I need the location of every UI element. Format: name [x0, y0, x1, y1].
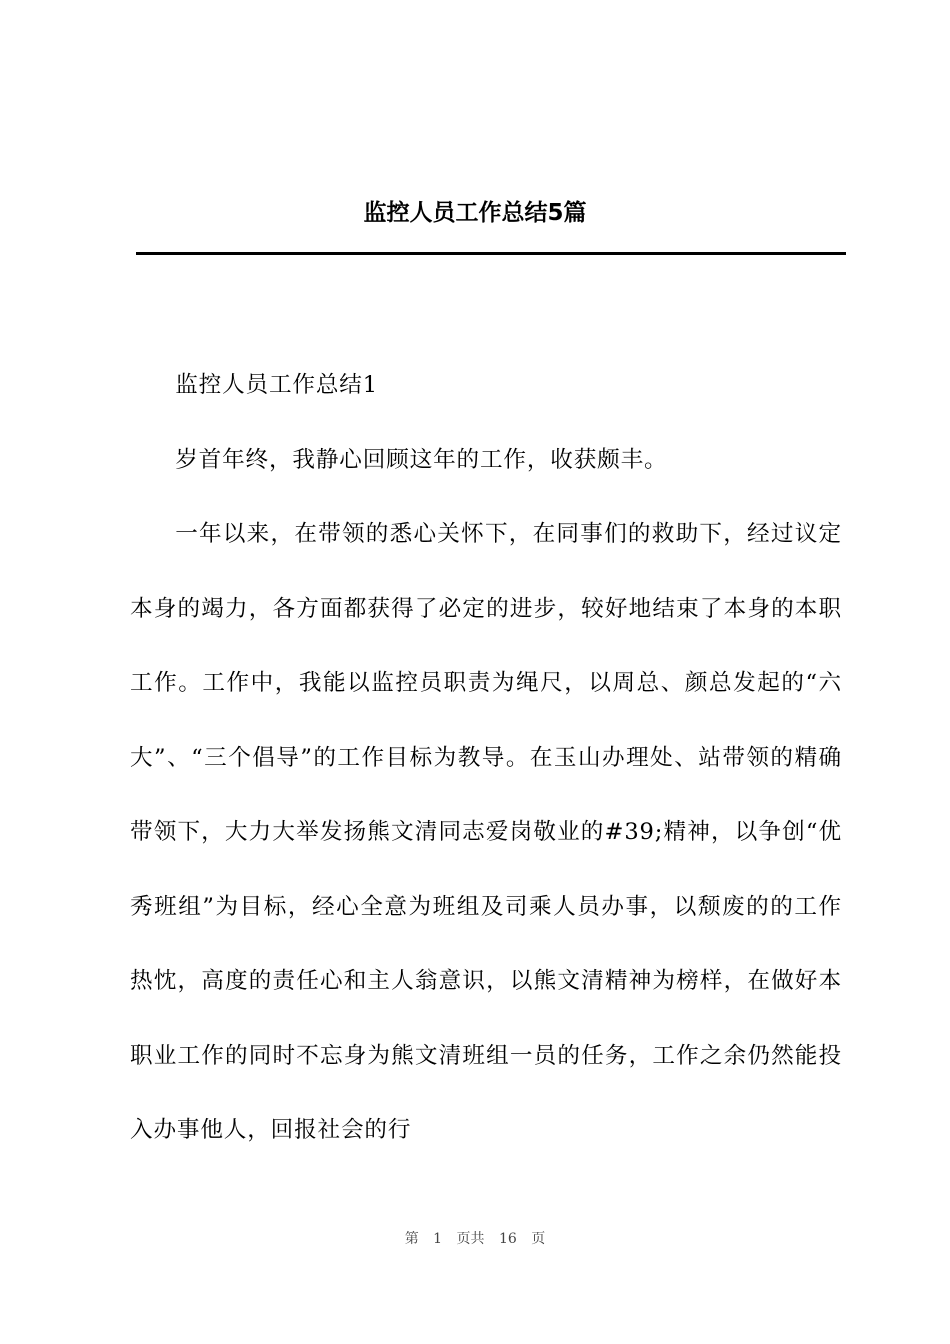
body-paragraph: 一年以来，在带领的悉心关怀下，在同事们的救助下，经过议定本身的竭力，各方面都获得了必定的进步，较好地结束了本身的本职工作。工作中，我能以监控员职责为绳尺，以周总、颜总发起的“六大”、“三个倡导”的工作目标为教导。在玉山办理处、站带领的精确带领下，大力大举发扬熊文清同志爱岗敬业的#39;精神，以争创“优秀班组”为目标，经心全意为班组及司乘人员办事，以颓废的的工作热忱，高度的责任心和主人翁意识，以熊文清精神为榜样，在做好本职业工作的同时不忘身为熊文清班组一员的任务，工作之余仍然能投入办事他人，回报社会的行: [130, 521, 842, 1143]
page-label-suffix: 页: [531, 1231, 546, 1247]
title-divider: [136, 252, 846, 255]
document-body: [130, 348, 842, 1168]
document-title: 监控人员工作总结5篇: [363, 200, 587, 226]
page-label-prefix: 第: [404, 1231, 419, 1247]
current-page-number: 1: [433, 1231, 443, 1247]
section-heading: 监控人员工作总结1: [175, 372, 378, 398]
total-pages-number: 16: [499, 1231, 517, 1247]
body-paragraph: 岁首年终，我静心回顾这年的工作，收获颇丰。: [175, 446, 668, 473]
page-footer: [0, 1229, 950, 1249]
page-label-middle: 页共: [456, 1231, 485, 1247]
